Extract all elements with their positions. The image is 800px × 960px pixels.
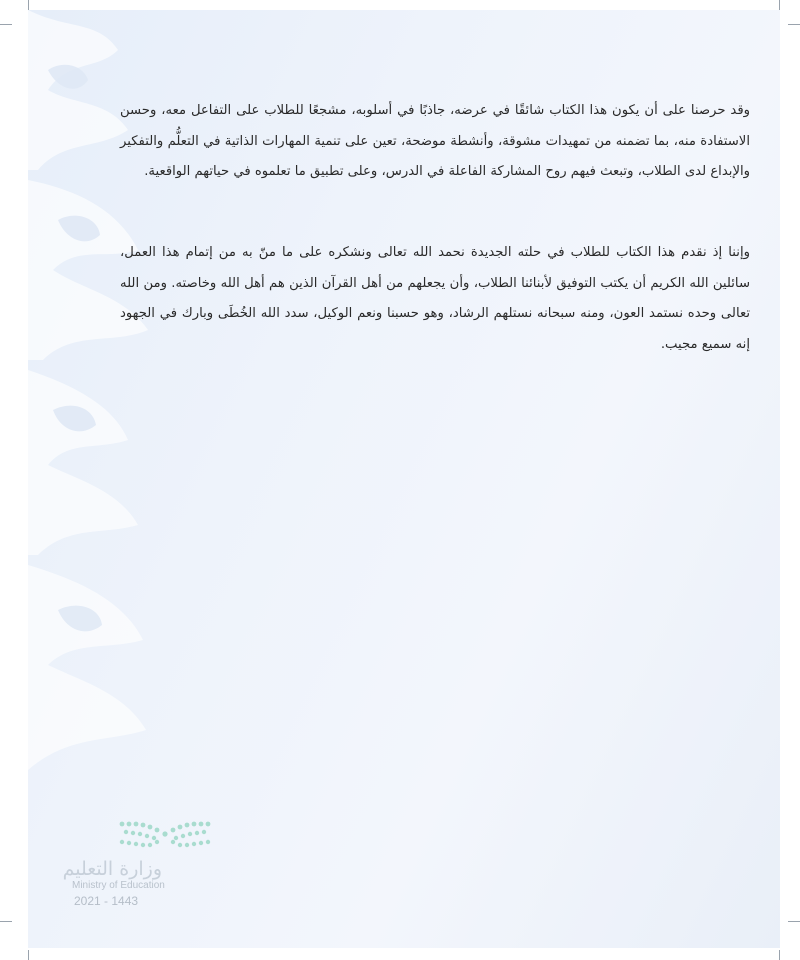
ministry-logo-icon bbox=[118, 818, 212, 854]
ministry-name-english: Ministry of Education bbox=[72, 880, 165, 891]
crop-mark-top-right-vertical bbox=[779, 0, 780, 10]
ministry-logo bbox=[62, 818, 220, 938]
ministry-name-arabic: وزارة التعليم bbox=[62, 858, 162, 880]
crop-mark-top-right bbox=[788, 24, 800, 39]
crop-mark-bottom-right bbox=[788, 921, 800, 936]
crop-mark-top-left-vertical bbox=[28, 0, 29, 10]
crop-mark-bottom-left bbox=[0, 921, 12, 936]
intro-paragraph-2: وإننا إذ نقدم هذا الكتاب للطلاب في حلته الجديدة نحمد الله تعالى ونشكره على ما منّ به من إتمام هذا العمل، سائلين الله الكريم أن يكتب التوفيق لأبنائنا الطلاب، وأن يجعلهم من أهل القرآن الذين هم أهل الله وخاصته. ومن الله تعالى وحده نستمد العون، ومنه سبحانه نستلهم الرشاد، وهو حسبنا ونعم الوكيل، سدد الله الخُطَى وبارك في الجهود إنه سميع مجيب. bbox=[120, 245, 750, 352]
crop-mark-top-left bbox=[0, 24, 12, 39]
crop-mark-bottom-left-vertical bbox=[28, 950, 29, 960]
book-page bbox=[28, 10, 780, 948]
edition-year: 2021 - 1443 bbox=[74, 894, 139, 908]
crop-mark-bottom-right-vertical bbox=[779, 950, 780, 960]
intro-paragraph-1: وقد حرصنا على أن يكون هذا الكتاب شائقًا في عرضه، جاذبًا في أسلوبه، مشجعًا للطلاب على التفاعل معه، وحسن الاستفادة منه، بما تضمنه من تمهيدات مشوقة، وأنشطة موضحة، تعين على تنمية المهارات الذاتية في التعلُّم والتفكير والإبداع لدى الطلاب، وتبعث فيهم روح المشاركة الفاعلة في الدرس، وعلى تطبيق ما تعلموه في حياتهم الواقعية. bbox=[120, 103, 750, 179]
